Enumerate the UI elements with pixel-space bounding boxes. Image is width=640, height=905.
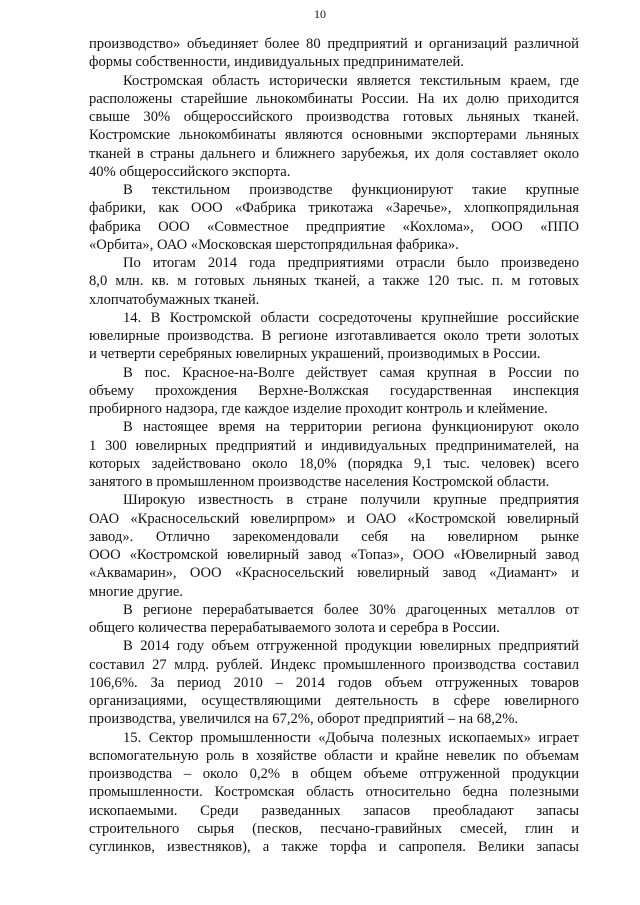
text-line: тканей в страны дальнего и ближнего зарубежья, их доля составляет около bbox=[89, 145, 579, 162]
text-line: хлопчатобумажных тканей. bbox=[89, 291, 260, 308]
text-line: 8,0 млн. кв. м готовых льняных тканей, а также 120 тыс. п. м готовых bbox=[89, 273, 579, 290]
text-line: свыше 30% общероссийского производства готовых льняных тканей. bbox=[89, 109, 579, 125]
text-line: производства, увеличился на 67,2%, оборот предприятий – на 68,2%. bbox=[89, 711, 519, 728]
text-line: В регионе перерабатывается более 30% драгоценных металлов от bbox=[123, 601, 579, 618]
paragraph bbox=[89, 35, 579, 72]
text-line: многие другие. bbox=[89, 583, 184, 600]
text-line: 1 300 ювелирных предприятий и индивидуальных предпринимателей, на bbox=[89, 437, 579, 454]
text-line: Костромская область исторически является текстильным краем, где bbox=[123, 72, 579, 89]
text-line: ОАО «Красносельский ювелирпром» и ОАО «Костромской ювелирный bbox=[89, 510, 579, 527]
text-line: общего количества перерабатываемого золота и серебра в России. bbox=[89, 620, 500, 636]
text-line: вспомогательную роль в хозяйстве области и крайне невелик по объемам bbox=[89, 747, 579, 764]
text-line: строительного сырья (песков, песчано-гравийных смесей, глин и bbox=[89, 820, 579, 837]
paragraph bbox=[89, 309, 579, 364]
paragraph bbox=[89, 254, 579, 309]
text-line: 14. В Костромской области сосредоточены крупнейшие российские bbox=[123, 309, 579, 326]
text-line: которых задействовано около 18,0% (порядка 9,1 тыс. человек) всего bbox=[89, 455, 579, 472]
text-line: В текстильном производстве функционируют такие крупные bbox=[123, 182, 579, 198]
text-line: фабрика ООО «Совместное предприятие «Кохлома», ООО «ППО bbox=[89, 218, 579, 235]
text-line: «Аквамарин», ООО «Красносельский ювелирный завод «Диамант» и bbox=[89, 565, 579, 582]
document-body bbox=[89, 35, 579, 856]
text-line: объему прохождения Верхне-Волжская государственная инспекция bbox=[89, 382, 579, 399]
text-line: промышленности. Костромская область относительно бедна полезными bbox=[89, 784, 579, 801]
text-line: «Орбита», ОАО «Московская шерстопрядильная фабрика». bbox=[89, 236, 459, 253]
text-line: 40% общероссийского экспорта. bbox=[89, 163, 291, 180]
paragraph bbox=[89, 72, 579, 182]
text-line: В пос. Красное-на-Волге действует самая крупная в России по bbox=[123, 364, 579, 381]
text-line: По итогам 2014 года предприятиями отрасли было произведено bbox=[123, 255, 579, 271]
text-line: суглинков, известняков), а также торфа и сапропеля. Велики запасы bbox=[89, 839, 579, 855]
paragraph bbox=[89, 181, 579, 254]
text-line: производство» объединяет более 80 предприятий и организаций различной bbox=[89, 36, 579, 52]
text-line: занятого в промышленном производстве населения Костромской области. bbox=[89, 474, 550, 490]
text-line: ювелирные производства. В регионе изготавливается около трети золотых bbox=[89, 328, 579, 344]
text-line: организациями, осуществляющими деятельность в сфере ювелирного bbox=[89, 693, 579, 709]
text-line: составил 27 млрд. рублей. Индекс промышленного производства составил bbox=[89, 656, 579, 673]
text-line: В настоящее время на территории региона функционируют около bbox=[123, 419, 579, 436]
text-line: производства – около 0,2% в общем объеме отгруженной продукции bbox=[89, 766, 579, 782]
text-line: 106,6%. За период 2010 – 2014 годов объем отгруженных товаров bbox=[89, 674, 579, 691]
text-line: 15. Сектор промышленности «Добыча полезных ископаемых» играет bbox=[123, 729, 579, 746]
text-line: пробирного надзора, где каждое изделие проходит контроль и клеймение. bbox=[89, 401, 548, 417]
page-number: 10 bbox=[314, 7, 326, 21]
paragraph bbox=[89, 637, 579, 728]
text-line: формы собственности, индивидуальных предпринимателей. bbox=[89, 54, 464, 71]
text-line: завод». Отлично зарекомендовали себя на ювелирном рынке bbox=[89, 528, 579, 545]
paragraph bbox=[89, 491, 579, 601]
paragraph bbox=[89, 418, 579, 491]
paragraph bbox=[89, 364, 579, 419]
text-line: ископаемыми. Среди разведанных запасов преобладают запасы bbox=[89, 802, 579, 819]
text-line: В 2014 году объем отгруженной продукции ювелирных предприятий bbox=[123, 638, 579, 655]
text-line: ООО «Костромской ювелирный завод «Топаз», ООО «Ювелирный завод bbox=[89, 547, 579, 563]
paragraph bbox=[89, 729, 579, 857]
text-line: расположены старейшие льнокомбинаты России. На их долю приходится bbox=[89, 90, 579, 107]
text-line: Костромские льнокомбинаты являются основными экспортерами льняных bbox=[89, 127, 579, 144]
text-line: Широкую известность в стране получили крупные предприятия bbox=[123, 492, 579, 509]
paragraph bbox=[89, 601, 579, 638]
text-line: и четверти серебряных ювелирных украшений, производимых в России. bbox=[89, 346, 541, 363]
text-line: фабрики, как ООО «Фабрика трикотажа «Заречье», хлопкопрядильная bbox=[89, 200, 579, 217]
